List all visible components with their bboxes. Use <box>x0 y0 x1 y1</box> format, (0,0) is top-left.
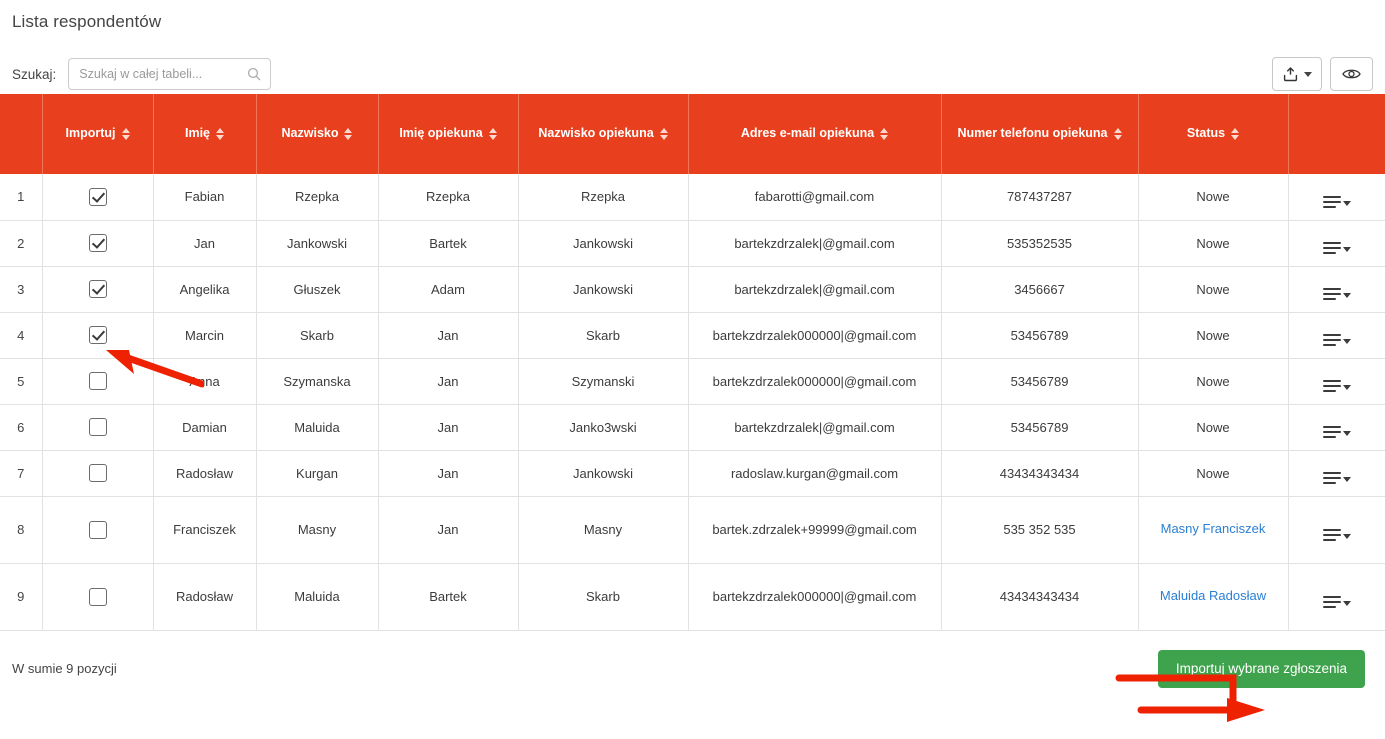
search-input[interactable] <box>69 59 270 89</box>
cell-status[interactable] <box>1138 563 1288 630</box>
cell-nazwisko: Głuszek <box>256 266 378 312</box>
col-header-actions <box>1288 94 1385 174</box>
cell-nazwisko: Jankowski <box>256 220 378 266</box>
cell-email-opiekuna: bartek.zdrzalek+99999@gmail.com <box>688 496 941 563</box>
cell-telefon-opiekuna: 3456667 <box>941 266 1138 312</box>
cell-nazwisko-opiekuna: Jankowski <box>518 266 688 312</box>
cell-email-opiekuna: bartekzdrzalek000000|@gmail.com <box>688 312 941 358</box>
cell-telefon-opiekuna: 43434343434 <box>941 563 1138 630</box>
row-number: 1 <box>0 174 42 220</box>
cell-email-opiekuna: bartekzdrzalek|@gmail.com <box>688 404 941 450</box>
cell-imie: Radosław <box>153 563 256 630</box>
col-header-status-label: Status <box>1186 126 1226 141</box>
cell-nazwisko: Szymanska <box>256 358 378 404</box>
cell-imie: Damian <box>153 404 256 450</box>
sort-icon[interactable] <box>216 128 224 140</box>
row-menu-icon[interactable] <box>1323 426 1351 438</box>
table-footer <box>0 631 1385 707</box>
import-selected-button[interactable]: Importuj wybrane zgłoszenia <box>1158 650 1365 688</box>
cell-telefon-opiekuna: 787437287 <box>941 174 1138 220</box>
col-header-importuj[interactable] <box>42 94 153 174</box>
row-menu-icon[interactable] <box>1323 242 1351 254</box>
row-actions-cell[interactable] <box>1288 496 1385 563</box>
row-actions-cell[interactable] <box>1288 404 1385 450</box>
row-actions-cell[interactable] <box>1288 450 1385 496</box>
row-number: 9 <box>0 563 42 630</box>
cell-imie-opiekuna: Jan <box>378 496 518 563</box>
import-checkbox[interactable] <box>89 280 107 298</box>
cell-imie-opiekuna: Rzepka <box>378 174 518 220</box>
cell-email-opiekuna: bartekzdrzalek|@gmail.com <box>688 266 941 312</box>
cell-nazwisko-opiekuna: Jankowski <box>518 450 688 496</box>
import-checkbox[interactable] <box>89 372 107 390</box>
table-row <box>0 312 1385 358</box>
sort-icon[interactable] <box>660 128 668 140</box>
table-row <box>0 358 1385 404</box>
col-header-imie[interactable] <box>153 94 256 174</box>
row-menu-icon[interactable] <box>1323 529 1351 541</box>
cell-nazwisko: Maluida <box>256 404 378 450</box>
cell-nazwisko-opiekuna: Jankowski <box>518 220 688 266</box>
cell-imie-opiekuna: Bartek <box>378 220 518 266</box>
col-header-status[interactable] <box>1138 94 1288 174</box>
row-actions-cell[interactable] <box>1288 563 1385 630</box>
row-actions-cell[interactable] <box>1288 358 1385 404</box>
status-link[interactable]: Masny Franciszek <box>1160 521 1266 537</box>
chevron-down-icon <box>1304 72 1312 77</box>
row-number: 6 <box>0 404 42 450</box>
col-header-telefon-opiekuna-label: Numer telefonu opiekuna <box>957 126 1108 141</box>
col-header-imie-opiekuna-label: Imię opiekuna <box>399 126 483 141</box>
cell-nazwisko: Rzepka <box>256 174 378 220</box>
row-menu-icon[interactable] <box>1323 196 1351 208</box>
row-number: 4 <box>0 312 42 358</box>
table-toolbar <box>0 32 1385 94</box>
table-header-row <box>0 94 1385 174</box>
row-menu-icon[interactable] <box>1323 288 1351 300</box>
cell-telefon-opiekuna: 53456789 <box>941 358 1138 404</box>
cell-status[interactable] <box>1138 496 1288 563</box>
row-import-cell <box>42 220 153 266</box>
cell-imie-opiekuna: Jan <box>378 450 518 496</box>
row-import-cell <box>42 266 153 312</box>
cell-imie: Anna <box>153 358 256 404</box>
eye-icon <box>1342 67 1361 81</box>
table-row <box>0 563 1385 630</box>
row-actions-cell[interactable] <box>1288 220 1385 266</box>
sort-icon[interactable] <box>489 128 497 140</box>
row-import-cell <box>42 404 153 450</box>
cell-imie: Franciszek <box>153 496 256 563</box>
table-head <box>0 94 1385 174</box>
sort-icon[interactable] <box>1114 128 1122 140</box>
cell-telefon-opiekuna: 53456789 <box>941 404 1138 450</box>
sort-icon[interactable] <box>880 128 888 140</box>
table-row <box>0 266 1385 312</box>
col-header-telefon-opiekuna[interactable] <box>941 94 1138 174</box>
cell-imie-opiekuna: Bartek <box>378 563 518 630</box>
col-header-nazwisko[interactable] <box>256 94 378 174</box>
cell-nazwisko-opiekuna: Rzepka <box>518 174 688 220</box>
row-number: 8 <box>0 496 42 563</box>
cell-nazwisko-opiekuna: Skarb <box>518 312 688 358</box>
cell-imie-opiekuna: Adam <box>378 266 518 312</box>
export-button[interactable] <box>1272 57 1322 91</box>
cell-nazwisko-opiekuna: Skarb <box>518 563 688 630</box>
cell-nazwisko-opiekuna: Szymanski <box>518 358 688 404</box>
col-header-nazwisko-opiekuna[interactable] <box>518 94 688 174</box>
row-number: 2 <box>0 220 42 266</box>
cell-telefon-opiekuna: 53456789 <box>941 312 1138 358</box>
row-number: 5 <box>0 358 42 404</box>
row-import-cell <box>42 312 153 358</box>
col-header-nazwisko-label: Nazwisko <box>281 126 339 141</box>
table-body <box>0 174 1385 630</box>
status-link[interactable]: Maluida Radosław <box>1159 588 1267 604</box>
cell-nazwisko: Masny <box>256 496 378 563</box>
row-import-cell <box>42 174 153 220</box>
cell-status: Nowe <box>1138 174 1288 220</box>
cell-status: Nowe <box>1138 358 1288 404</box>
cell-status: Nowe <box>1138 312 1288 358</box>
row-actions-cell[interactable] <box>1288 174 1385 220</box>
cell-email-opiekuna: fabarotti@gmail.com <box>688 174 941 220</box>
cell-status: Nowe <box>1138 404 1288 450</box>
cell-imie-opiekuna: Jan <box>378 358 518 404</box>
search-icon <box>247 67 261 81</box>
cell-nazwisko: Maluida <box>256 563 378 630</box>
import-checkbox[interactable] <box>89 464 107 482</box>
cell-imie: Radosław <box>153 450 256 496</box>
cell-imie: Jan <box>153 220 256 266</box>
respondents-table <box>0 94 1385 631</box>
row-menu-icon[interactable] <box>1323 472 1351 484</box>
cell-telefon-opiekuna: 43434343434 <box>941 450 1138 496</box>
cell-status: Nowe <box>1138 450 1288 496</box>
col-header-rownum <box>0 94 42 174</box>
cell-telefon-opiekuna: 535 352 535 <box>941 496 1138 563</box>
import-checkbox[interactable] <box>89 234 107 252</box>
row-actions-cell[interactable] <box>1288 312 1385 358</box>
sort-icon[interactable] <box>344 128 352 140</box>
cell-imie: Fabian <box>153 174 256 220</box>
export-icon <box>1282 66 1299 83</box>
search-box[interactable] <box>68 58 271 90</box>
cell-email-opiekuna: radoslaw.kurgan@gmail.com <box>688 450 941 496</box>
col-header-importuj-label: Importuj <box>65 126 116 141</box>
row-import-cell <box>42 358 153 404</box>
column-visibility-button[interactable] <box>1330 57 1373 91</box>
total-count-label: W sumie 9 pozycji <box>12 661 117 676</box>
cell-nazwisko: Kurgan <box>256 450 378 496</box>
sort-icon[interactable] <box>122 128 130 140</box>
cell-email-opiekuna: bartekzdrzalek|@gmail.com <box>688 220 941 266</box>
row-import-cell <box>42 450 153 496</box>
col-header-nazwisko-opiekuna-label: Nazwisko opiekuna <box>538 126 654 141</box>
col-header-email-opiekuna[interactable] <box>688 94 941 174</box>
row-import-cell <box>42 496 153 563</box>
sort-icon[interactable] <box>1231 128 1239 140</box>
row-number: 7 <box>0 450 42 496</box>
row-menu-icon[interactable] <box>1323 596 1351 608</box>
col-header-imie-label: Imię <box>184 126 210 141</box>
cell-nazwisko-opiekuna: Janko3wski <box>518 404 688 450</box>
table-row <box>0 450 1385 496</box>
import-checkbox[interactable] <box>89 418 107 436</box>
table-row <box>0 220 1385 266</box>
row-import-cell <box>42 563 153 630</box>
row-menu-icon[interactable] <box>1323 380 1351 392</box>
col-header-email-opiekuna-label: Adres e-mail opiekuna <box>740 126 875 141</box>
cell-imie-opiekuna: Jan <box>378 404 518 450</box>
import-checkbox[interactable] <box>89 521 107 539</box>
cell-nazwisko: Skarb <box>256 312 378 358</box>
cell-imie: Angelika <box>153 266 256 312</box>
import-checkbox[interactable] <box>89 188 107 206</box>
search-label: Szukaj: <box>12 66 57 82</box>
table-row <box>0 174 1385 220</box>
cell-imie-opiekuna: Jan <box>378 312 518 358</box>
col-header-imie-opiekuna[interactable] <box>378 94 518 174</box>
row-number: 3 <box>0 266 42 312</box>
import-checkbox[interactable] <box>89 588 107 606</box>
page-title: Lista respondentów <box>12 12 162 31</box>
cell-email-opiekuna: bartekzdrzalek000000|@gmail.com <box>688 563 941 630</box>
row-actions-cell[interactable] <box>1288 266 1385 312</box>
cell-email-opiekuna: bartekzdrzalek000000|@gmail.com <box>688 358 941 404</box>
cell-nazwisko-opiekuna: Masny <box>518 496 688 563</box>
cell-telefon-opiekuna: 535352535 <box>941 220 1138 266</box>
table-row <box>0 496 1385 563</box>
table-row <box>0 404 1385 450</box>
row-menu-icon[interactable] <box>1323 334 1351 346</box>
toolbar-actions <box>1272 57 1373 91</box>
cell-status: Nowe <box>1138 266 1288 312</box>
cell-status: Nowe <box>1138 220 1288 266</box>
cell-imie: Marcin <box>153 312 256 358</box>
import-checkbox[interactable] <box>89 326 107 344</box>
